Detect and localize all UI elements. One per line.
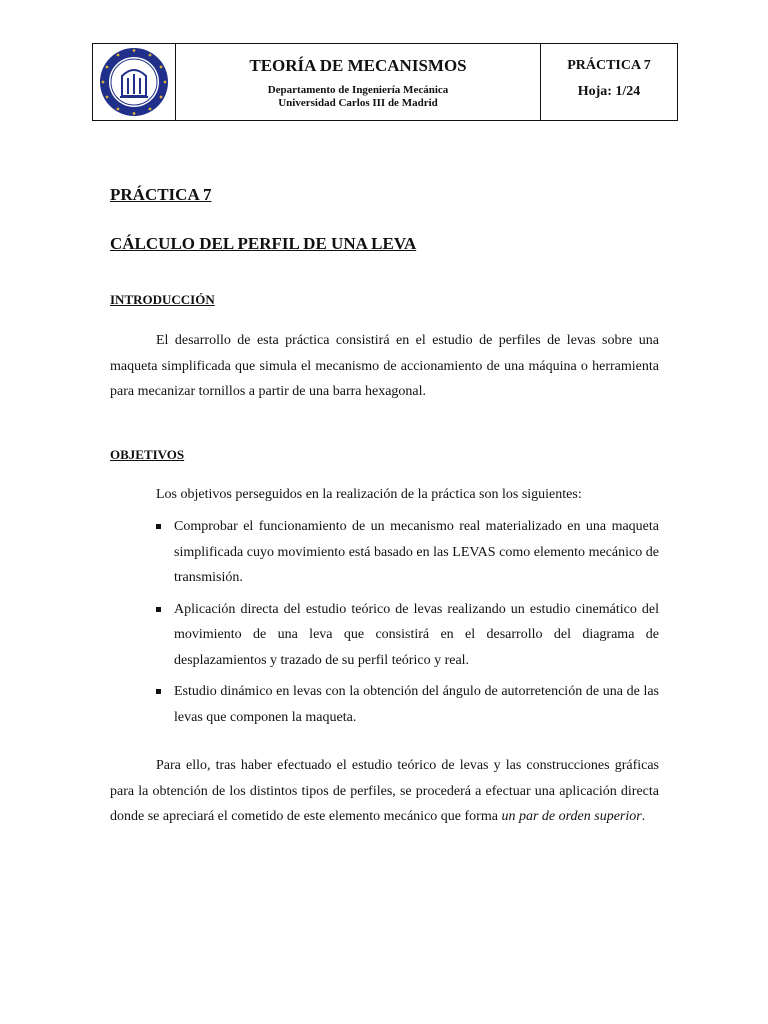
objectives-heading: OBJETIVOS bbox=[110, 447, 185, 462]
university-seal-logo bbox=[98, 46, 170, 118]
department-name: Departamento de Ingeniería Mecánica bbox=[267, 84, 449, 96]
practice-heading: PRÁCTICA 7 bbox=[110, 185, 212, 204]
objective-text: Aplicación directa del estudio teórico de levas realizando un estudio cinemático del movimiento de una leva que consistirá en el desarrollo del diagrama de desplazamientos y trazado de su perfil teórico y real. bbox=[174, 601, 659, 668]
sheet-number: Hoja: 1/24 bbox=[577, 84, 641, 99]
objectives-lead: Los objetivos perseguidos en la realización de la práctica son los siguientes: bbox=[156, 487, 582, 502]
intro-paragraph: El desarrollo de esta práctica consistirá en el estudio de perfiles de levas sobre una maqueta simplificada que simula el mecanismo de accionamiento de una máquina o herramienta para mecanizar tornillos a partir de una barra hexagonal. bbox=[110, 333, 659, 399]
objective-text: Estudio dinámico en levas con la obtención del ángulo de autorretención de una de las levas que componen la maqueta. bbox=[174, 684, 659, 725]
objectives-list bbox=[156, 514, 659, 736]
bullet-square-icon bbox=[156, 689, 161, 694]
logo-cell bbox=[93, 44, 176, 120]
university-name: Universidad Carlos III de Madrid bbox=[278, 97, 438, 109]
intro-heading: INTRODUCCIÓN bbox=[110, 292, 215, 307]
main-title: CÁLCULO DEL PERFIL DE UNA LEVA bbox=[110, 234, 417, 253]
closing-paragraph bbox=[110, 753, 659, 830]
bullet-square-icon bbox=[156, 607, 161, 612]
closing-end: . bbox=[641, 809, 646, 824]
header-title-cell bbox=[176, 44, 541, 120]
course-title: TEORÍA DE MECANISMOS bbox=[249, 56, 467, 75]
closing-text: Para ello, tras haber efectuado el estudio teórico de levas y las construcciones gráficas para la obtención de los distintos tipos de perfiles, se procederá a efectuar una aplicación directa donde se apreciará el cometido de este elemento mecánico que forma bbox=[110, 758, 659, 824]
list-item bbox=[156, 679, 659, 730]
document-header bbox=[92, 43, 678, 121]
header-meta-cell bbox=[541, 44, 677, 120]
objective-text: Comprobar el funcionamiento de un mecanismo real materializado en una maqueta simplificada cuyo movimiento está basado en las LEVAS como elemento mecánico de transmisión. bbox=[174, 519, 659, 585]
list-item bbox=[156, 597, 659, 674]
list-item bbox=[156, 514, 659, 591]
bullet-square-icon bbox=[156, 524, 161, 529]
closing-italic: un par de orden superior bbox=[501, 809, 642, 824]
practice-label: PRÁCTICA 7 bbox=[567, 58, 651, 73]
